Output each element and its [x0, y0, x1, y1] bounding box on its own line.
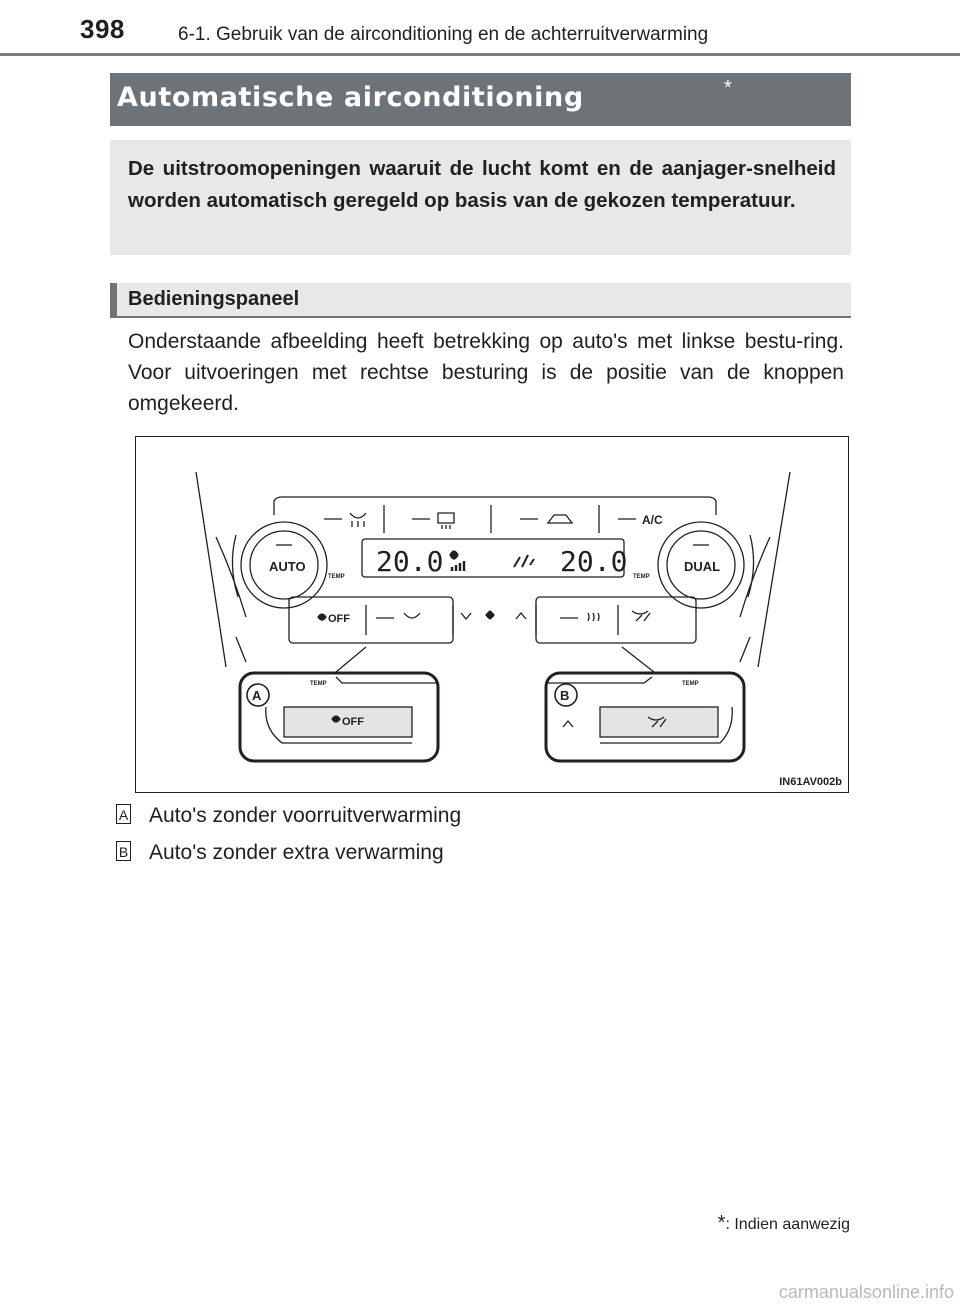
fan-speed-bars	[452, 561, 464, 571]
header-divider	[0, 53, 960, 56]
fan-off-label: OFF	[328, 613, 350, 625]
body-paragraph: Onderstaande afbeelding heeft betrekking op auto's met linkse bestu-ring. Voor uitvoeringen met rechtse besturing is de positie van de knoppen omgekeerd.	[128, 330, 844, 415]
auto-button-label: AUTO	[269, 559, 306, 574]
subsection-heading	[110, 283, 851, 318]
display-fan-icon	[450, 551, 458, 559]
footnote	[718, 1212, 850, 1235]
watermark: carmanualsonline.info	[778, 1282, 954, 1302]
fan-up-icon	[516, 613, 526, 619]
caption-a-marker: A	[116, 804, 131, 824]
airflow-mode-icon	[632, 611, 650, 621]
dash-line-right-inner	[740, 537, 770, 617]
callout-b-top-edge	[546, 677, 652, 683]
callout-a-top-edge	[336, 677, 436, 683]
lower-right-button-frame	[536, 597, 696, 643]
subsection-accent-bar	[110, 283, 117, 318]
caption-b	[116, 840, 444, 866]
display-airflow-icon	[514, 555, 534, 567]
callout-a-off-label: OFF	[342, 716, 364, 728]
temp-right-label: TEMP	[633, 574, 650, 580]
section-title-asterisk: *	[724, 77, 732, 99]
fan-off-icon	[318, 614, 326, 620]
page-number: 398	[80, 14, 125, 44]
ac-button-label: A/C	[642, 513, 663, 527]
callout-a-fan-off-icon	[332, 716, 340, 722]
callout-b-pointer	[622, 647, 696, 674]
callout-a-temp-label: TEMP	[310, 681, 327, 687]
subsection-title: Bedieningspaneel	[128, 288, 300, 310]
dual-button-label: DUAL	[684, 559, 721, 574]
dash-tick-left	[236, 637, 246, 662]
fan-speed-icon	[486, 611, 494, 619]
caption-b-text: Auto's zonder extra verwarming	[149, 841, 444, 864]
footnote-text: : Indien aanwezig	[725, 1216, 850, 1233]
left-temperature-readout: 20.0	[376, 545, 444, 578]
callout-b-temp-label: TEMP	[682, 681, 699, 687]
dual-knob-bezel	[748, 535, 754, 597]
fan-down-icon	[461, 613, 471, 619]
callout-b-fan-up-icon	[563, 721, 573, 727]
dash-line-left-outer	[196, 472, 226, 667]
callout-b-letter: B	[560, 688, 570, 703]
rear-defog-icon	[438, 513, 454, 529]
chapter-title: 6-1. Gebruik van de airconditioning en de achterruitverwarming	[178, 24, 709, 45]
subsection-underline	[110, 316, 851, 318]
recirculation-icon	[548, 515, 572, 523]
front-defog-icon	[350, 513, 366, 527]
callout-a-letter: A	[252, 688, 262, 703]
auto-knob-bezel	[232, 535, 238, 597]
figure-id: IN61AV002b	[779, 776, 842, 788]
page-header	[0, 0, 960, 60]
callout-a-pointer	[286, 647, 366, 674]
dash-line-right-outer	[758, 472, 790, 667]
intro-text: De uitstroomopeningen waaruit de lucht komt en de aanjager-snelheid worden automatisch geregeld op basis van de gekozen temperatuur.	[128, 157, 836, 212]
intro-box	[110, 140, 851, 255]
seat-heater-icon	[588, 613, 599, 621]
section-title-bar	[110, 73, 851, 126]
caption-a	[116, 803, 461, 829]
lower-left-button-frame	[289, 597, 453, 643]
callout-b-airflow-button	[600, 707, 718, 737]
control-panel-illustration	[136, 437, 849, 793]
dash-line-left-inner	[216, 537, 246, 617]
control-panel-figure	[135, 436, 849, 793]
footnote-asterisk: *	[717, 1212, 726, 1234]
caption-b-marker: B	[116, 841, 131, 861]
windshield-icon	[404, 613, 420, 618]
section-title: Automatische airconditioning	[117, 82, 584, 113]
dash-tick-right	[740, 637, 750, 662]
caption-a-text: Auto's zonder voorruitverwarming	[149, 804, 462, 827]
right-temperature-readout: 20.0	[560, 545, 628, 578]
temp-left-label: TEMP	[328, 574, 345, 580]
